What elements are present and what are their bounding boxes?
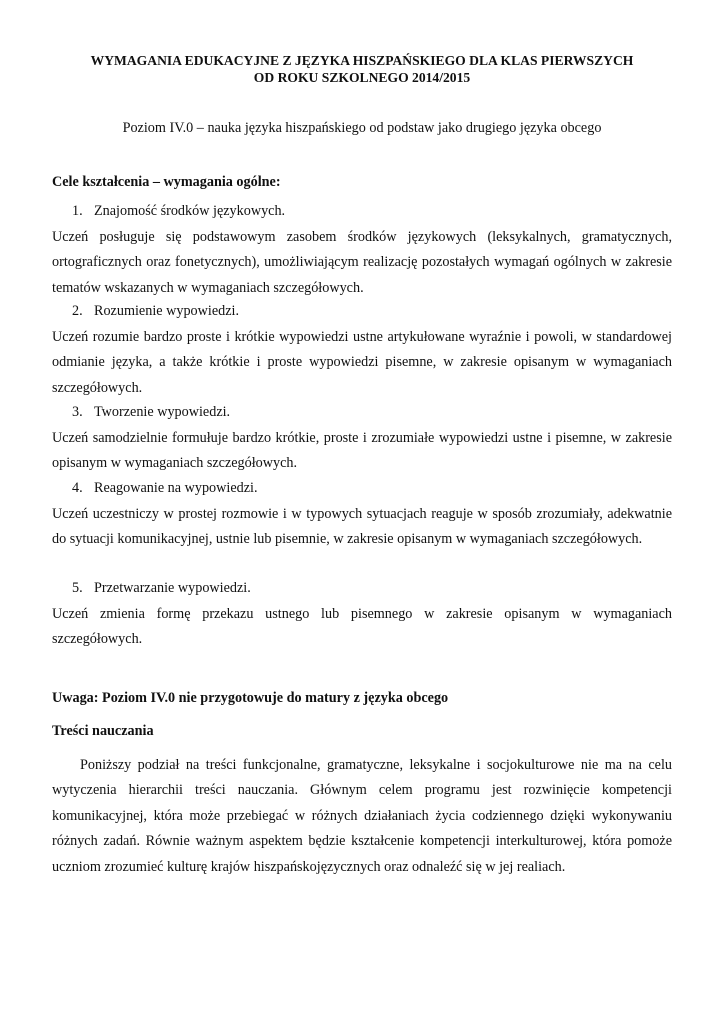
goal-title: Znajomość środków językowych. xyxy=(94,203,286,219)
document-page xyxy=(52,0,672,1024)
goal-title: Rozumienie wypowiedzi. xyxy=(94,303,239,319)
goal-description-1: Uczeń posługuje się podstawowym zasobem środków językowych (leksykalnych, gramatycznych, ortograficznych oraz fonetycznych), umożliwiającym realizację pozostałych wymagań ogólnych w zakresie tematów wskazanych w wymaganiach szczegółowych. xyxy=(52,229,672,296)
goal-item-3 xyxy=(72,404,230,421)
document-title-line-1: WYMAGANIA EDUKACYJNE Z JĘZYKA HISZPAŃSKIEGO DLA KLAS PIERWSZYCH xyxy=(90,53,634,68)
goal-description-3: Uczeń samodzielnie formułuje bardzo krótkie, proste i zrozumiałe wypowiedzi ustne i pisemne, w zakresie opisanym w wymaganiach szczegółowych. xyxy=(52,430,672,472)
goal-title: Przetwarzanie wypowiedzi. xyxy=(94,580,251,596)
goal-description-5: Uczeń zmienia formę przekazu ustnego lub pisemnego w zakresie opisanym w wymaganiach szczegółowych. xyxy=(52,606,672,648)
goal-title: Tworzenie wypowiedzi. xyxy=(94,404,231,420)
goals-heading: Cele kształcenia – wymagania ogólne: xyxy=(52,174,281,190)
goal-title: Reagowanie na wypowiedzi. xyxy=(94,480,258,496)
goal-description-2: Uczeń rozumie bardzo proste i krótkie wypowiedzi ustne artykułowane wyraźnie i powoli, w standardowej odmianie języka, a także krótkie i proste wypowiedzi pisemne, w zakresie opisanym w wymaganiach szczegółowych. xyxy=(52,329,672,396)
document-title-line-2: OD ROKU SZKOLNEGO 2014/2015 xyxy=(253,70,471,85)
note-heading: Uwaga: Poziom IV.0 nie przygotowuje do matury z języka obcego xyxy=(52,690,449,706)
goal-number: 3. xyxy=(72,404,83,420)
goal-description-4: Uczeń uczestniczy w prostej rozmowie i w typowych sytuacjach reaguje w sposób zrozumiały, adekwatnie do sytuacji komunikacyjnej, ustnie lub pisemnie, w zakresie opisanym w wymaganiach szczegółowych. xyxy=(52,506,672,548)
goal-item-4 xyxy=(72,480,258,497)
content-heading: Treści nauczania xyxy=(52,723,154,739)
goal-number: 5. xyxy=(72,580,83,596)
content-paragraph: Poniższy podział na treści funkcjonalne, gramatyczne, leksykalne i socjokulturowe nie ma na celu wytyczenia hierarchii treści nauczania. Głównym celem programu jest rozwinięcie kompetencji komunikacyjnej, która może przebiegać w różnych działaniach życia codziennego dzięki wykonywaniu różnych zadań. Równie ważnym aspektem będzie kształcenie kompetencji interkulturowej, która pomoże uczniom zrozumieć kulturę krajów hiszpańskojęzycznych oraz odnaleźć się w jej realiach. xyxy=(52,757,672,875)
goal-item-2 xyxy=(72,303,239,320)
goal-item-5 xyxy=(72,580,251,597)
level-subtitle: Poziom IV.0 – nauka języka hiszpańskiego od podstaw jako drugiego języka obcego xyxy=(122,120,602,136)
goal-item-1 xyxy=(72,203,285,220)
goal-number: 2. xyxy=(72,303,83,319)
goal-number: 1. xyxy=(72,203,83,219)
goal-number: 4. xyxy=(72,480,83,496)
